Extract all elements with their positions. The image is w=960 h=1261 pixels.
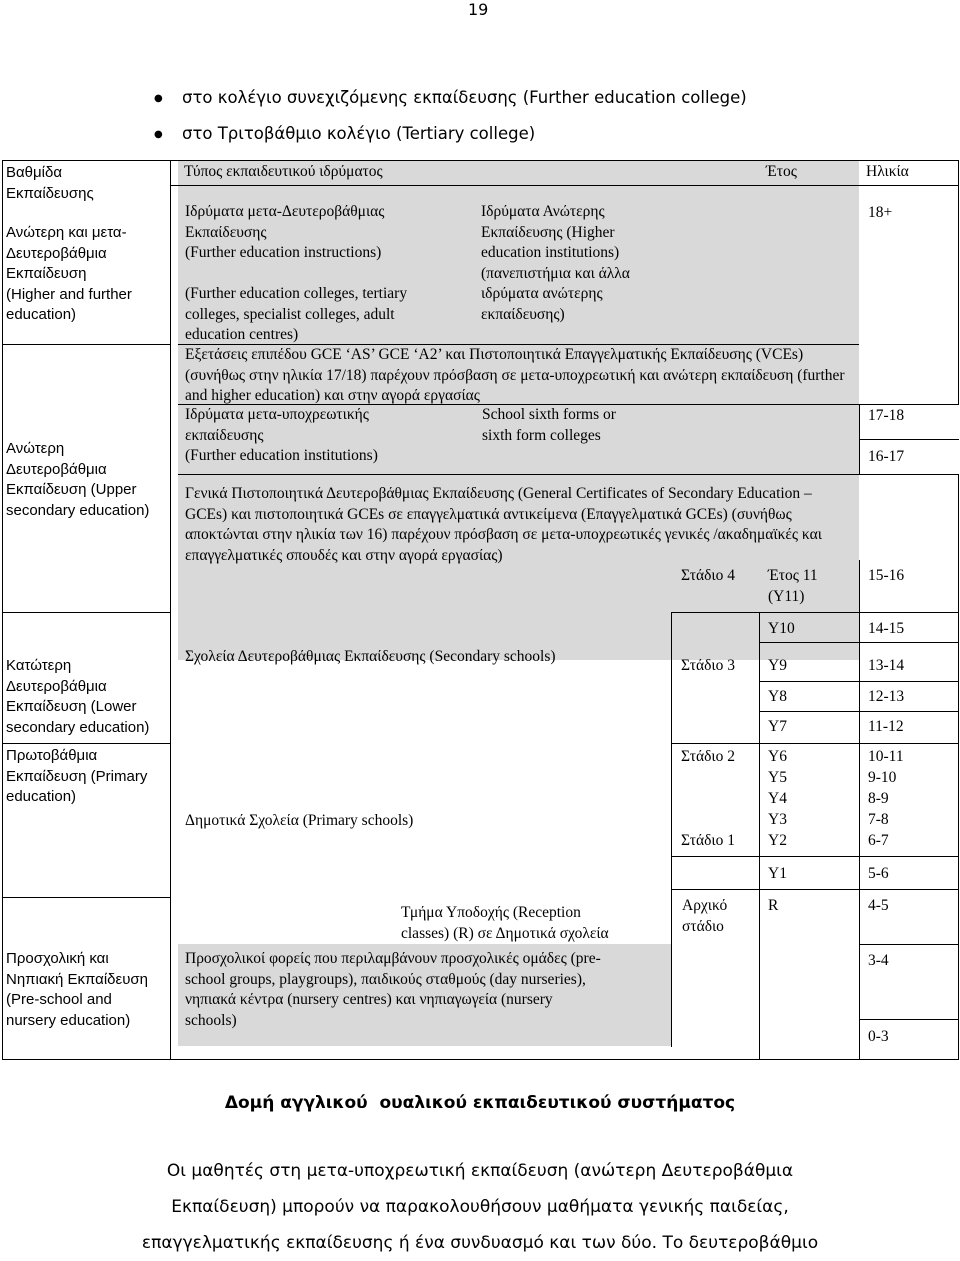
- year-cell: Y7: [768, 718, 787, 735]
- year-cell: Y9: [768, 657, 787, 674]
- primary-schools: Δημοτικά Σχολεία (Primary schools): [185, 812, 414, 829]
- age-cell: 5-6: [868, 865, 889, 882]
- age-0-3: 0-3: [868, 1028, 889, 1045]
- age-4-5: 4-5: [868, 897, 889, 914]
- level-higher-further: Ανώτερη και μετα- Δευτεροβάθμια Εκπαίδευση (Higher and further education): [6, 224, 132, 323]
- header-type: Τύπος εκπαιδευτικού ιδρύματος: [184, 163, 383, 180]
- year-cell: Y2: [768, 832, 787, 849]
- level-lower-secondary: Κατώτερη Δευτεροβάθμια Εκπαίδευση (Lower secondary education): [6, 657, 150, 736]
- reception-classes: Τμήμα Υποδοχής (Reception classes) (R) σε Δημοτικά σχολεία: [401, 904, 609, 942]
- stage-1: Στάδιο 1: [681, 832, 735, 849]
- higher-institutions: Ιδρύματα Ανώτερης Εκπαίδευσης (Higher education institutions) (πανεπιστήμια και άλλα ιδρύματα ανώτερης εκπαίδευσης): [481, 203, 630, 323]
- secondary-schools: Σχολεία Δευτεροβάθμιας Εκπαίδευσης (Secondary schools): [185, 648, 556, 665]
- year-cell: Y4: [768, 790, 787, 807]
- year-cell: Y8: [768, 688, 787, 705]
- age-cell: 7-8: [868, 811, 889, 828]
- year-cell: Y10: [768, 620, 795, 637]
- age-15-16: 15-16: [868, 567, 905, 584]
- age-3-4: 3-4: [868, 952, 889, 969]
- age-cell: 9-10: [868, 769, 897, 786]
- body-paragraph: Οι μαθητές στη μετα-υποχρεωτική εκπαίδευση (ανώτερη Δευτεροβάθμια Εκπαίδευση) μπορούν να παρακολουθήσουν μαθήματα γενικής παιδείας, επαγγελματικής εκπαίδευσης ή ένα συνδυασμό και των δύο. Το δευτεροβάθμιο: [141, 1161, 819, 1253]
- post-compulsory-institutions: Ιδρύματα μετα-υποχρεωτικής εκπαίδευσης (Further education institutions): [185, 406, 378, 464]
- stage-3: Στάδιο 3: [681, 657, 735, 674]
- age-cell: 8-9: [868, 790, 889, 807]
- header-age: Ηλικία: [866, 163, 909, 180]
- page-number: 19: [468, 0, 489, 19]
- age-17-18: 17-18: [868, 407, 905, 424]
- age-16-17: 16-17: [868, 448, 905, 465]
- gcse-text: Γενικά Πιστοποιητικά Δευτεροβάθμιας Εκπαίδευσης (General Certificates of Secondary Education – GCEs) και πιστοποιητικά GCEs σε επαγγελματικά αντικείμενα (Επαγγελματικά GCEs) (συνήθως αποκτώνται στην ηλικία των 16) παρέχουν πρόσβαση σε μετα-υποχρεωτικές γενικές /ακαδημαϊκές και επαγγελματικές σπουδές και στην αγορά εργασίας): [185, 485, 822, 564]
- age-cell: 11-12: [868, 718, 904, 735]
- age-cell: 6-7: [868, 832, 889, 849]
- header-year: Έτος: [766, 163, 797, 180]
- level-upper-secondary: Ανώτερη Δευτεροβάθμια Εκπαίδευση (Upper secondary education): [6, 440, 150, 519]
- year-cell: Y6: [768, 748, 787, 765]
- stage-4: Στάδιο 4: [681, 567, 735, 584]
- age-cell: 13-14: [868, 657, 905, 674]
- stage-2: Στάδιο 2: [681, 748, 735, 765]
- age-cell: 12-13: [868, 688, 905, 705]
- level-header: Βαθμίδα Εκπαίδευσης: [6, 164, 94, 202]
- bullet-item: ● στο κολέγιο συνεχιζόμενης εκπαίδευσης (Further education college): [182, 88, 747, 107]
- further-institutions: Ιδρύματα μετα-Δευτεροβάθμιας Εκπαίδευσης (Further education instructions) (Further education colleges, tertiary colleges, specialist colleges, adult education centres): [185, 203, 408, 343]
- sixth-forms: School sixth forms or sixth form colleges: [482, 406, 616, 444]
- bullet-item: ● στο Τριτοβάθμιο κολέγιο (Tertiary college): [182, 124, 535, 143]
- initial-stage: Αρχικό στάδιο: [682, 897, 728, 935]
- gce-exams-text: Εξετάσεις επιπέδου GCE ‘AS’ GCE ‘A2’ και Πιστοποιητικά Επαγγελματικής Εκπαίδευσης (VCEs) (συνήθως στην ηλικία 17/18) παρέχουν πρόσβαση σε μετα-υποχρεωτική και ανώτερη εκπαίδευση (further and higher education) και στην αγορά εργασίας: [185, 346, 845, 404]
- preschool-text: Προσχολικοί φορείς που περιλαμβάνουν προσχολικές ομάδες (pre- school groups, playgroups), παιδικούς σταθμούς (day nurseries), νηπιακά κέντρα (nursery centres) και νηπιαγωγεία (nursery schools): [185, 950, 601, 1029]
- level-primary: Πρωτοβάθμια Εκπαίδευση (Primary education): [6, 747, 148, 805]
- age-cell: 10-11: [868, 748, 904, 765]
- year-11: Έτος 11 (Y11): [768, 567, 818, 605]
- figure-caption: Δομή αγγλικού ουαλικού εκπαιδευτικού συστήματος: [224, 1093, 736, 1113]
- reception-year: R: [768, 897, 779, 914]
- year-cell: Y1: [768, 865, 787, 882]
- level-preschool: Προσχολική και Νηπιακή Εκπαίδευση (Pre-school and nursery education): [6, 950, 149, 1029]
- age-cell: 14-15: [868, 620, 905, 637]
- age-18-plus: 18+: [868, 204, 893, 221]
- year-cell: Y3: [768, 811, 787, 828]
- year-cell: Y5: [768, 769, 787, 786]
